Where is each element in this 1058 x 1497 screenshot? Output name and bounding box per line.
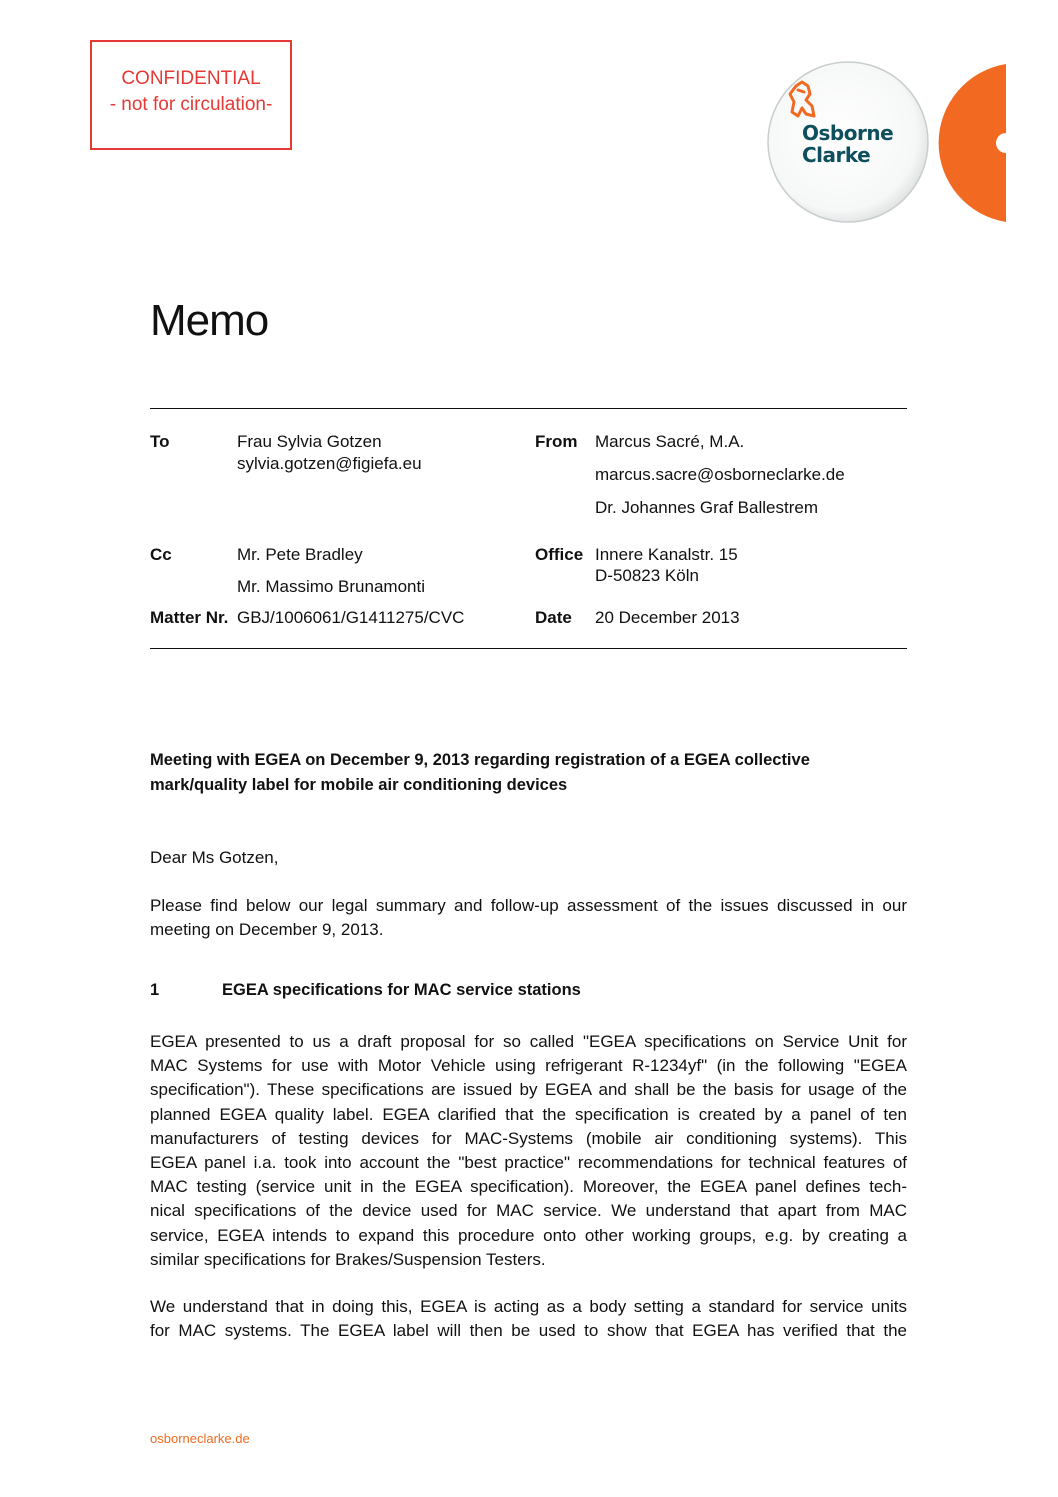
date-value: 20 December 2013 [595,608,740,627]
body-paragraph-2 [150,1295,907,1343]
osborne-clarke-logo [748,60,1058,230]
cc-name-1: Mr. Pete Bradley [237,545,363,564]
to-label: To [150,432,170,451]
logo-wordmark [802,122,893,166]
text-line: for MAC systems. The EGEA label will then be used to show that EGEA has verified that the [150,1321,907,1341]
header-top-rule [150,408,907,409]
memo-subject [150,748,907,798]
stamp-line-2: - not for circulation- [109,94,273,115]
from-name: Marcus Sacré, M.A. [595,432,745,451]
matter-label: Matter Nr. [150,608,229,627]
intro-line-2: meeting on December 9, 2013. [150,920,384,940]
text-line: planned EGEA quality label. EGEA clarified that the specification is created by a panel of ten [150,1104,907,1124]
header-bottom-rule [150,648,907,649]
text-line: specification"). These specifications are issued by EGEA and shall be the basis for usage of the [150,1080,907,1100]
subject-line-1: Meeting with EGEA on December 9, 2013 regarding registration of a EGEA collective [150,751,810,769]
office-city: D-50823 Köln [595,566,699,585]
from-email: marcus.sacre@osborneclarke.de [595,465,845,484]
office-label: Office [535,545,584,564]
confidential-stamp [90,40,292,150]
from-name-2: Dr. Johannes Graf Ballestrem [595,498,818,517]
date-label: Date [535,608,572,627]
logo-line-2: Clarke [802,143,871,167]
cc-name-2: Mr. Massimo Brunamonti [237,577,425,596]
to-name: Frau Sylvia Gotzen [237,432,382,451]
text-line: nical specifications of the device used for MAC service. We understand that apart from MAC [150,1201,907,1221]
footer-website: osborneclarke.de [150,1431,250,1446]
to-email: sylvia.gotzen@figiefa.eu [237,454,422,473]
salutation: Dear Ms Gotzen, [150,848,279,867]
lion-icon [748,60,1058,230]
text-line: We understand that in doing this, EGEA is acting as a body setting a standard for service units [150,1297,907,1316]
matter-number: GBJ/1006061/G1411275/CVC [237,608,465,627]
intro-paragraph [150,894,907,942]
from-label: From [535,432,578,451]
text-line: manufacturers of testing devices for MAC-Systems (mobile air conditioning systems). This [150,1128,907,1148]
section-number: 1 [150,981,160,999]
memo-title: Memo [150,296,269,345]
intro-line-1: Please find below our legal summary and follow-up assessment of the issues discussed in our [150,896,907,915]
section-title: EGEA specifications for MAC service stations [222,981,581,999]
text-line: similar specifications for Brakes/Suspension Testers. [150,1249,546,1269]
subject-line-2: mark/quality label for mobile air conditioning devices [150,776,568,794]
text-line: service, EGEA intends to expand this procedure onto other working groups, e.g. by creating a [150,1225,907,1245]
cc-label: Cc [150,545,172,564]
body-paragraph-1 [150,1030,907,1272]
text-line: MAC Systems for use with Motor Vehicle using refrigerant R-1234yf" (in the following "EGEA [150,1056,907,1076]
text-line: EGEA panel i.a. took into account the "best practice" recommendations for technical features of [150,1153,907,1173]
text-line: EGEA presented to us a draft proposal for so called "EGEA specifications on Service Unit for [150,1032,907,1051]
logo-line-1: Osborne [802,121,894,145]
office-street: Innere Kanalstr. 15 [595,545,738,564]
text-line: MAC testing (service unit in the EGEA specification). Moreover, the EGEA panel defines tech- [150,1177,907,1197]
stamp-line-1: CONFIDENTIAL [121,68,261,89]
